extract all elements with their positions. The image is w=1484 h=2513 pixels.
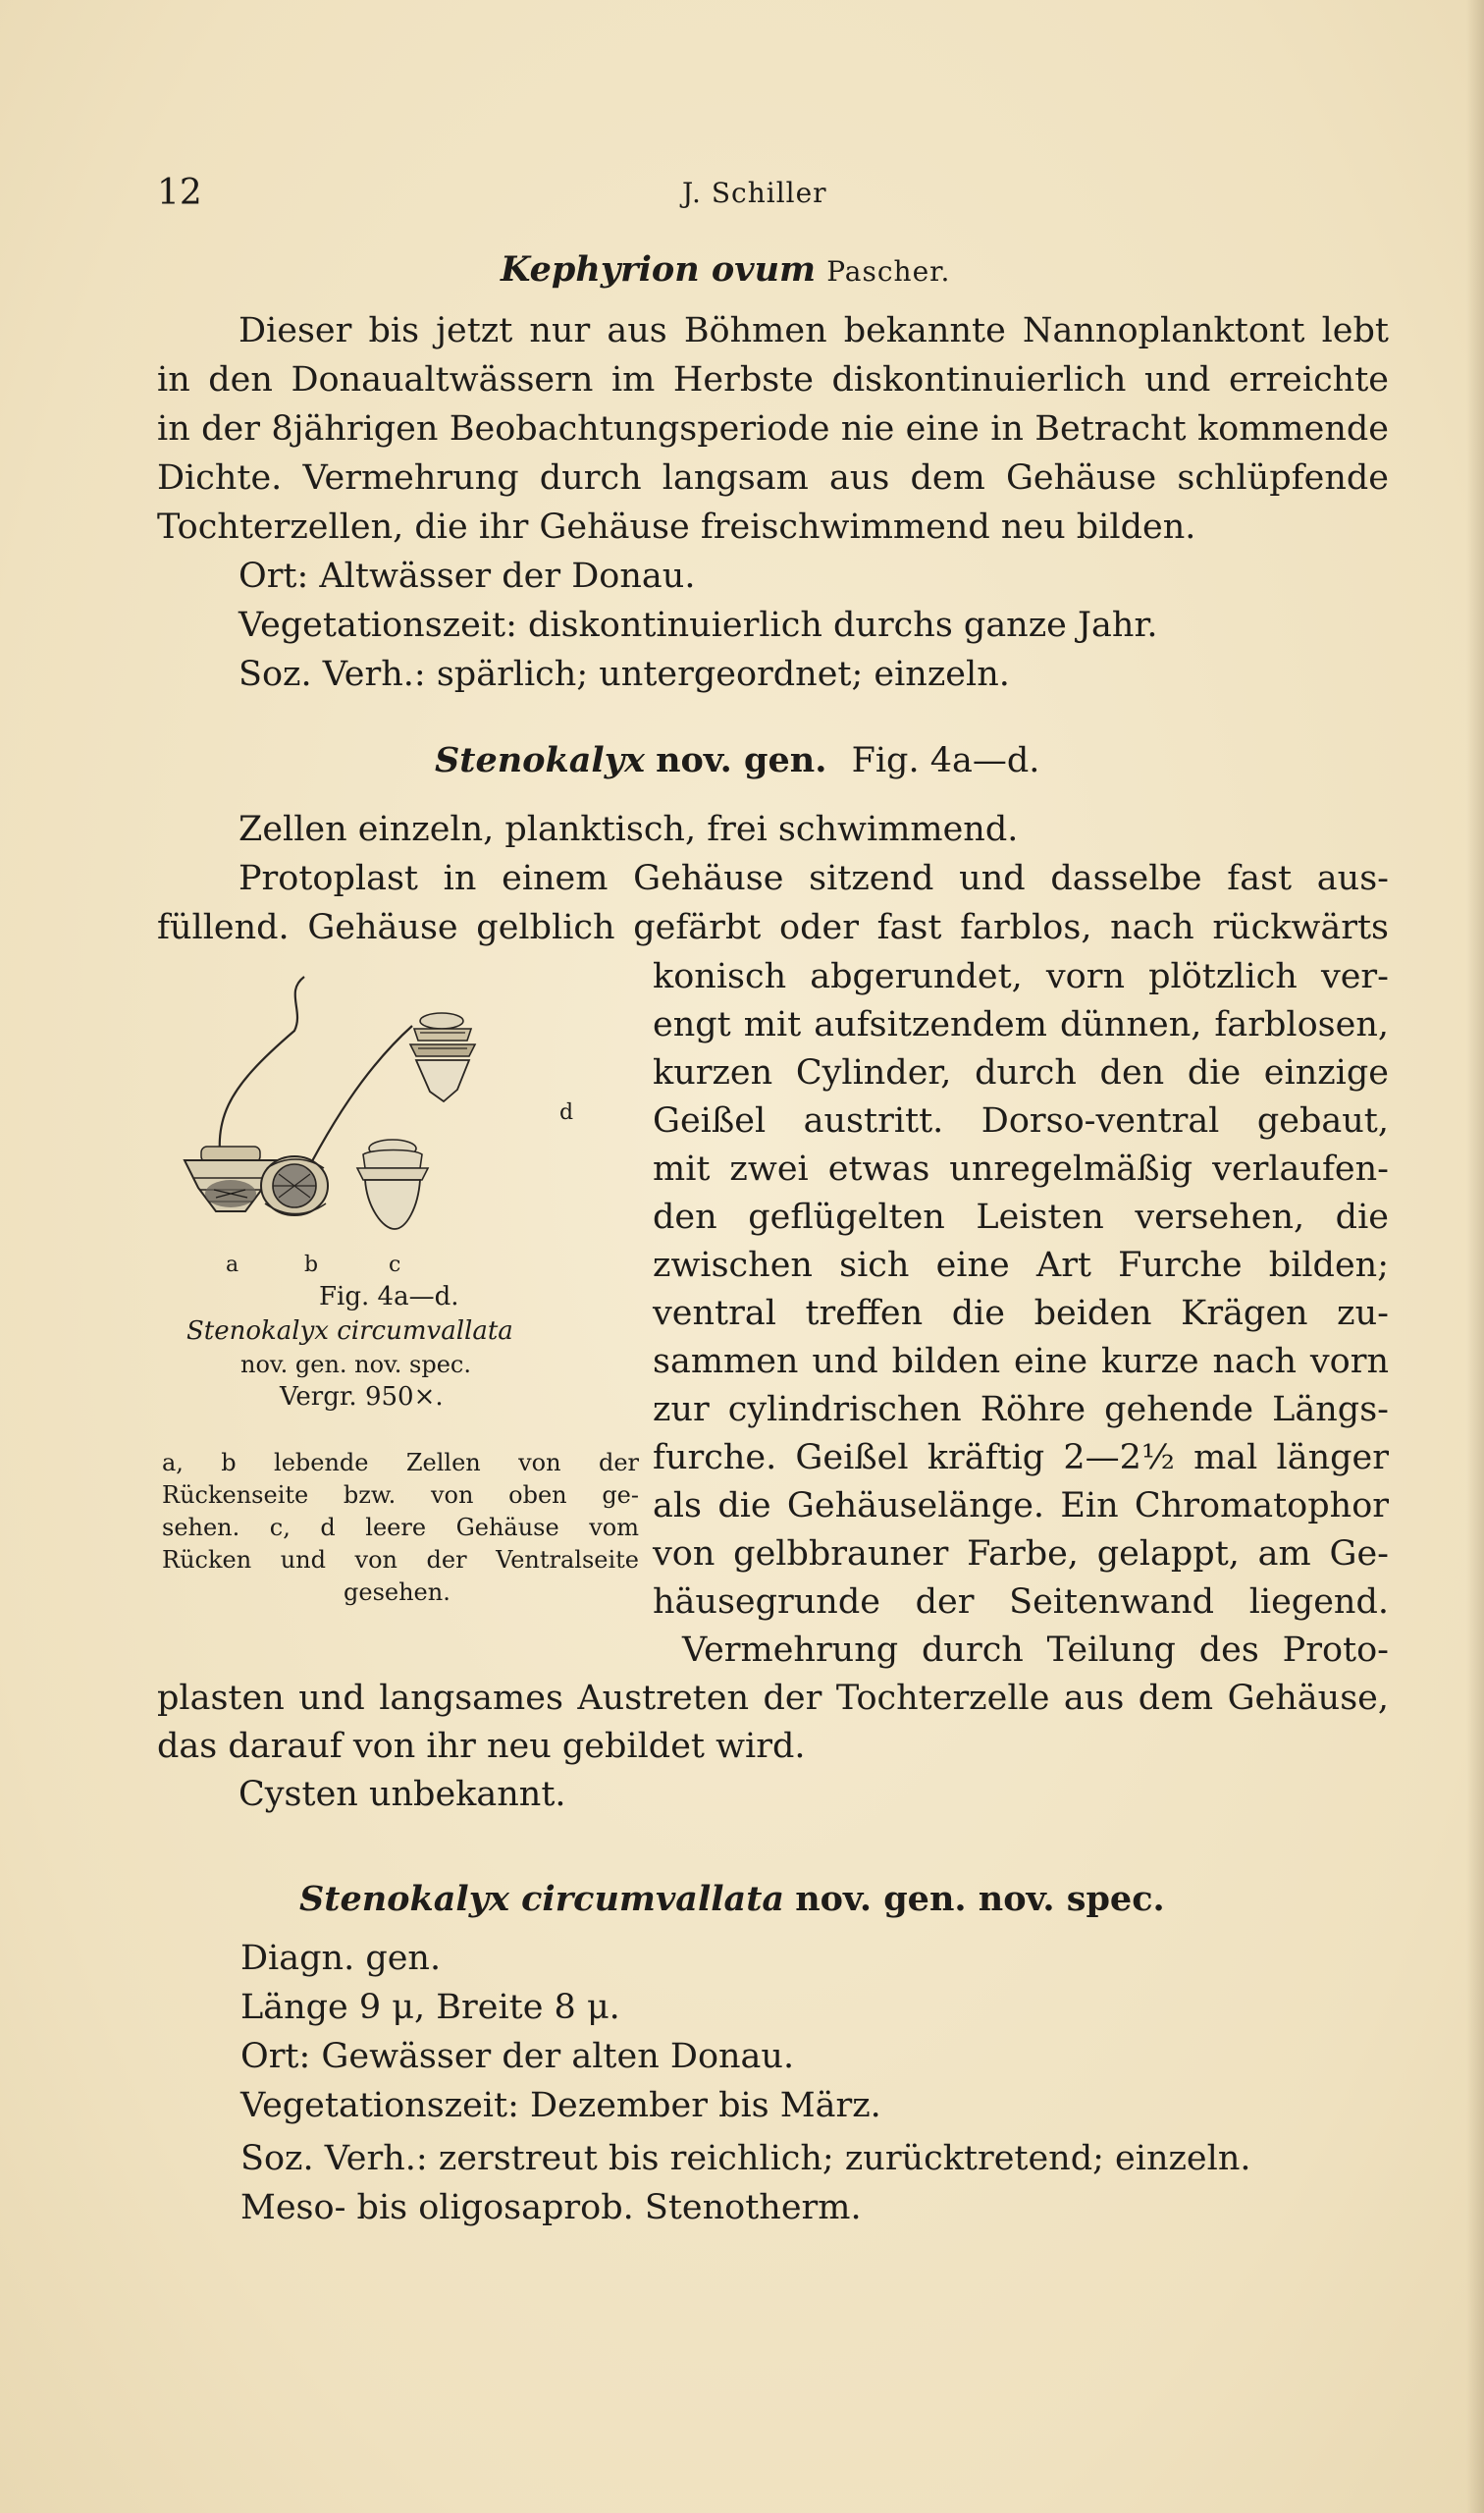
vegetation-line: Vegetationszeit: diskontinuierlich durchs ganze Jahr. [238, 606, 1158, 645]
fig-label-c: c [389, 1253, 401, 1276]
paragraph-line: ventral treffen die beiden Krägen zu- [653, 1294, 1389, 1333]
ort-line: Ort: Altwässer der Donau. [238, 557, 696, 596]
soz-line: Soz. Verh.: zerstreut bis reichlich; zurücktretend; einzeln. [240, 2139, 1251, 2178]
heading-rest: nov. gen. [656, 740, 827, 780]
paragraph-line: engt mit aufsitzendem dünnen, farblosen, [653, 1005, 1389, 1044]
paragraph-line: sammen und bilden eine kurze nach vorn [653, 1342, 1389, 1381]
cell-b [261, 1156, 328, 1215]
paragraph-line: das darauf von ihr neu gebildet wird. [157, 1727, 806, 1766]
caption-vergr: Vergr. 950×. [280, 1382, 444, 1412]
heading-rest: nov. gen. nov. spec. [795, 1879, 1165, 1919]
paragraph-line: von gelbbrauner Farbe, gelappt, am Ge- [653, 1534, 1389, 1574]
caption-title: Fig. 4a—d. [319, 1282, 459, 1311]
heading-genus: Stenokalyx [435, 740, 645, 780]
paragraph-line: in der 8jährigen Beobachtungsperiode nie eine in Betracht kommende [157, 409, 1389, 449]
page-number: 12 [157, 173, 202, 213]
page-edge-shadow [1466, 0, 1484, 2513]
paragraph-line: zur cylindrischen Röhre gehende Längs- [653, 1390, 1389, 1429]
cysten-line: Cysten unbekannt. [238, 1775, 566, 1814]
paragraph-line: Zellen einzeln, planktisch, frei schwimmend. [238, 810, 1019, 849]
ort-line: Ort: Gewässer der alten Donau. [240, 2037, 795, 2076]
paragraph-line: furche. Geißel kräftig 2—2½ mal länger [653, 1438, 1389, 1477]
heading-author: Pascher. [826, 255, 951, 288]
fig-label-d: d [559, 1100, 574, 1125]
paragraph-line: Geißel austritt. Dorso-ventral gebaut, [653, 1101, 1389, 1141]
figure-4a-d [157, 972, 618, 1276]
paragraph-line: den geflügelten Leisten versehen, die [653, 1198, 1389, 1237]
saprobity-line: Meso- bis oligosaprob. Stenotherm. [240, 2188, 862, 2227]
section-heading-stenokalyx [435, 738, 1039, 783]
paragraph-line: Protoplast in einem Gehäuse sitzend und dasselbe fast aus- [238, 859, 1389, 898]
paragraph-line: Tochterzellen, die ihr Gehäuse freischwimmend neu bilden. [157, 508, 1196, 547]
section-heading-kephyrion [501, 247, 950, 294]
running-title: J. Schiller [682, 177, 827, 209]
paragraph-line: kurzen Cylinder, durch den die einzige [653, 1053, 1389, 1093]
paragraph-line: Vermehrung durch Teilung des Proto- [682, 1631, 1389, 1670]
vegetation-line: Vegetationszeit: Dezember bis März. [240, 2086, 881, 2125]
running-header [157, 173, 1394, 218]
paragraph-line: konisch abgerundet, vorn plötzlich ver- [653, 957, 1389, 996]
caption-desc-line: a, b lebende Zellen von der [162, 1449, 639, 1476]
cell-c [357, 1140, 428, 1229]
paragraph-line: füllend. Gehäuse gelblich gefärbt oder fast farblos, nach rückwärts [157, 908, 1389, 947]
figure-illustration [157, 972, 618, 1276]
fig-label-b: b [304, 1253, 319, 1276]
caption-desc-line: Rücken und von der Ventralseite [162, 1546, 639, 1574]
section-heading-circumvallata [299, 1877, 1165, 1922]
paragraph-line: Dichte. Vermehrung durch langsam aus dem Gehäuse schlüpfende [157, 458, 1389, 498]
paragraph-line: als die Gehäuselänge. Ein Chromatophor [653, 1486, 1389, 1525]
heading-species: Stenokalyx circumvallata [299, 1879, 785, 1919]
caption-nov: nov. gen. nov. spec. [240, 1351, 471, 1378]
paragraph-line: plasten und langsames Austreten der Tochterzelle aus dem Gehäuse, [157, 1679, 1389, 1718]
paragraph-line: häusegrunde der Seitenwand liegend. [653, 1582, 1389, 1622]
diagnosis-line: Diagn. gen. [240, 1939, 442, 1978]
heading-fig: Fig. 4a—d. [851, 741, 1040, 780]
caption-species: Stenokalyx circumvallata [186, 1316, 513, 1346]
soz-line: Soz. Verh.: spärlich; untergeordnet; einzeln. [238, 655, 1010, 694]
caption-desc-line: sehen. c, d leere Gehäuse vom [162, 1514, 639, 1541]
cell-d [410, 1013, 475, 1101]
size-line: Länge 9 μ, Breite 8 μ. [240, 1988, 620, 2027]
paragraph-line: zwischen sich eine Art Furche bilden; [653, 1246, 1389, 1285]
fig-label-a: a [226, 1253, 239, 1276]
caption-desc-line: Rückenseite bzw. von oben ge- [162, 1481, 639, 1509]
paragraph-line: mit zwei etwas unregelmäßig verlaufen- [653, 1150, 1389, 1189]
heading-genus: Kephyrion ovum [501, 249, 817, 290]
paragraph-line: in den Donaualtwässern im Herbste diskontinuierlich und erreichte [157, 360, 1389, 400]
caption-desc-line: gesehen. [344, 1578, 450, 1606]
paragraph-line: Dieser bis jetzt nur aus Böhmen bekannte Nannoplanktont lebt [238, 311, 1389, 350]
